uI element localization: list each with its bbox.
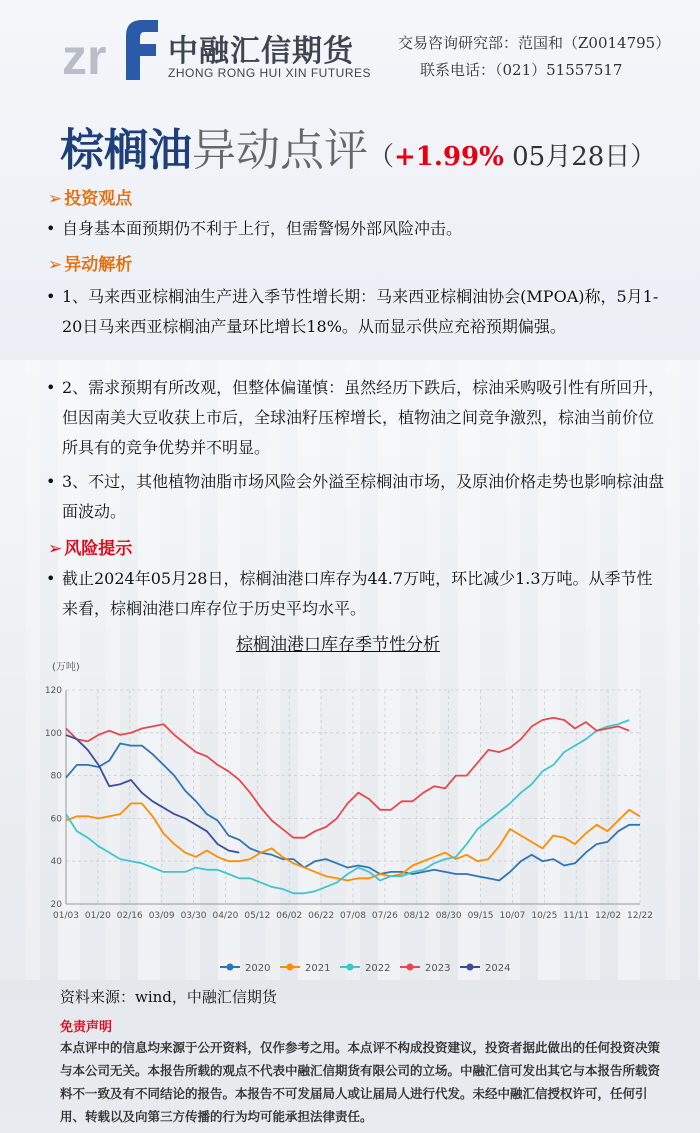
section-risk <box>48 534 132 559</box>
contact-info <box>398 30 670 84</box>
bullet-icon: • <box>46 472 56 491</box>
bullet-icon: • <box>46 219 56 238</box>
x-tick-label: 10/07 <box>499 911 526 921</box>
analysis-item <box>46 373 666 463</box>
page-title <box>60 114 656 178</box>
x-tick-label: 03/09 <box>148 911 175 921</box>
inventory-seasonal-chart <box>40 654 660 984</box>
paragraph-text: 自身基本面预期仍不利于上行，但需警惕外部风险冲击。 <box>62 219 463 238</box>
company-logo <box>60 14 380 84</box>
legend-swatch-dot <box>227 964 234 971</box>
x-tick-label: 11/11 <box>563 911 590 921</box>
section-title: 异动解析 <box>64 255 133 275</box>
disclaimer-text: 本点评中的信息均来源于公开资料，仅作参考之用。本点评不构成投资建议，投资者据此做出的任何投资决策与本公司无关。本报告所载的观点不代表中融汇信期货有限公司的立场。中融汇信可发出其它与本报告所载资料不一致及有不同结论的报告。本报告不可发届局人或让届局人进行代发。未经中融汇信授权许可，任何引用、转载以及向第三方传播的行为均可能承担法律责任。 <box>60 1040 661 1124</box>
x-tick-label: 10/25 <box>531 911 558 921</box>
x-tick-label: 03/30 <box>180 911 207 921</box>
x-tick-label: 09/15 <box>467 911 494 921</box>
y-tick-label: 40 <box>50 857 62 868</box>
analysis-item <box>46 282 666 342</box>
bullet-icon: • <box>46 287 56 306</box>
x-tick-label: 07/08 <box>340 911 366 921</box>
bullet-icon: • <box>46 569 56 588</box>
contact-phone: 联系电话：（021）51557517 <box>420 61 623 79</box>
legend-label: 2022 <box>365 963 391 974</box>
x-tick-label: 12/02 <box>595 911 622 921</box>
legend-label: 2023 <box>425 963 451 974</box>
investment-view-paragraph <box>46 214 666 244</box>
logo-english-name: ZHONG RONG HUI XIN FUTURES <box>168 66 372 80</box>
x-tick-label: 02/16 <box>116 911 143 921</box>
x-tick-label: 08/30 <box>435 911 462 921</box>
y-tick-label: 60 <box>50 814 62 825</box>
section-title: 风险提示 <box>64 539 133 559</box>
paragraph-text: 2、需求预期有所改观，但整体偏谨慎：虽然经历下跌后，棕油采购吸引性有所回升，但因南美大豆收获上市后，全球油籽压榨增长，植物油之间竞争激烈，棕油当前价位所具有的竞争优势并不明显。 <box>62 378 665 457</box>
x-tick-label: 01/03 <box>53 911 79 921</box>
y-tick-label: 20 <box>50 900 62 910</box>
x-tick-label: 08/12 <box>403 911 430 921</box>
title-change-percent: +1.99% <box>394 142 504 172</box>
section-analysis <box>48 250 132 275</box>
arrow-icon: ➢ <box>48 539 63 559</box>
svg-text:zr: zr <box>62 29 107 84</box>
x-tick-label: 04/20 <box>212 911 239 921</box>
series-line-2024 <box>66 735 239 853</box>
section-investment-view <box>48 184 132 209</box>
series-line-2023 <box>66 718 629 838</box>
x-tick-label: 12/22 <box>627 911 653 921</box>
title-subtitle: 异动点评 <box>192 125 368 176</box>
chart-title: 棕榈油港口库存季节性分析 <box>236 635 440 655</box>
y-tick-label: 100 <box>44 728 62 739</box>
legend-swatch-dot <box>407 964 414 971</box>
arrow-icon: ➢ <box>48 189 63 209</box>
logo-chinese-name: 中融汇信期货 <box>168 34 354 69</box>
legend-label: 2024 <box>485 963 511 974</box>
y-tick-label: 120 <box>44 686 62 696</box>
zrf-logo-mark <box>60 14 160 84</box>
x-tick-label: 01/20 <box>84 911 111 921</box>
x-tick-label: 06/22 <box>308 911 335 921</box>
analysis-item <box>46 467 666 527</box>
paragraph-text: 3、不过，其他植物油脂市场风险会外溢至棕榈油市场，及原油价格走势也影响棕油盘面波动。 <box>62 472 665 521</box>
title-commodity: 棕榈油 <box>60 125 192 176</box>
legend-swatch-dot <box>467 964 474 971</box>
risk-paragraph <box>46 564 666 624</box>
legend-swatch-dot <box>287 964 294 971</box>
data-source: 资料来源：wind，中融汇信期货 <box>60 988 277 1006</box>
paragraph-text: 截止2024年05月28日，棕榈油港口库存为44.7万吨，环比减少1.3万吨。从季节性来看，棕榈油港口库存位于历史平均水平。 <box>62 569 653 618</box>
paragraph-text: 1、马来西亚棕榈油生产进入季节性增长期：马来西亚棕榈油协会(MPOA)称，5月1-20日马来西亚棕榈油产量环比增长18%。从而显示供应充裕预期偏强。 <box>62 287 659 336</box>
section-title: 投资观点 <box>64 189 133 209</box>
arrow-icon: ➢ <box>48 255 63 275</box>
y-axis-label: (万吨) <box>52 662 80 673</box>
title-date: 05月28日） <box>503 142 657 172</box>
x-tick-label: 06/02 <box>276 911 303 921</box>
legend-swatch-dot <box>347 964 354 971</box>
x-tick-label: 05/12 <box>244 911 271 921</box>
disclaimer-title: 免责声明 <box>60 1020 113 1035</box>
legend-label: 2020 <box>245 963 271 974</box>
x-tick-label: 07/26 <box>371 911 398 921</box>
title-open-paren: （ <box>368 142 395 172</box>
bullet-icon: • <box>46 378 56 397</box>
y-tick-label: 80 <box>50 771 62 782</box>
legend-label: 2021 <box>305 963 331 974</box>
contact-department: 交易咨询研究部：范国和（Z0014795） <box>398 34 671 52</box>
